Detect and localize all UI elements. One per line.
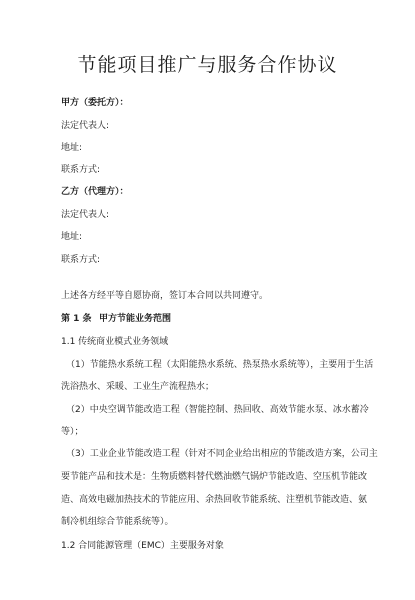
item-3-line-1: （3）工业企业节能改造工程（针对不同企业给出相应的节能改造方案，公司主 <box>66 449 378 459</box>
party-b-heading: 乙方（代理方）： <box>61 187 129 197</box>
section-1-1: 1.1 传统商业模式业务领域 <box>61 337 169 347</box>
section-1-2: 1.2 合同能源管理（EMC）主要服务对象 <box>61 541 224 551</box>
item-1-line-2: 洗浴热水、采暖、工业生产流程热水； <box>61 382 215 392</box>
article-1-number: 第 1 条 <box>61 314 92 324</box>
article-1-title: 甲方节能业务范围 <box>99 314 172 324</box>
item-3-line-2: 要节能产品和技术是：生物质燃料替代燃油燃气锅炉节能改造、空压机节能改 <box>61 472 368 482</box>
item-1-line-1: （1）节能热水系统工程（太阳能热水系统、热泵热水系统等），主要用于生活 <box>66 360 374 370</box>
item-2-line-2: 等）； <box>61 427 84 437</box>
party-a-address: 地址: <box>61 143 83 153</box>
document-title: 节能项目推广与服务合作协议 <box>77 54 338 76</box>
article-1-heading <box>61 313 171 325</box>
party-a-heading: 甲方（委托方）： <box>61 98 129 108</box>
party-b-address: 地址: <box>61 232 83 242</box>
party-b-contact: 联系方式: <box>61 255 101 265</box>
preamble: 上述各方经平等自愿协商，签订本合同以共同遵守。 <box>61 291 269 301</box>
item-3-line-4: 制冷机组综合节能系统等）。 <box>61 517 174 527</box>
party-b-representative: 法定代表人: <box>61 210 110 220</box>
party-a-contact: 联系方式: <box>61 165 101 175</box>
item-3-line-3: 造、高效电磁加热技术的节能应用、余热回收节能系统、注塑机节能改造、氨 <box>61 495 368 505</box>
party-a-representative: 法定代表人: <box>61 121 110 131</box>
item-2-line-1: （2）中央空调节能改造工程（智能控制、热回收、高效节能水泵、冰水蓄冷 <box>66 405 369 415</box>
